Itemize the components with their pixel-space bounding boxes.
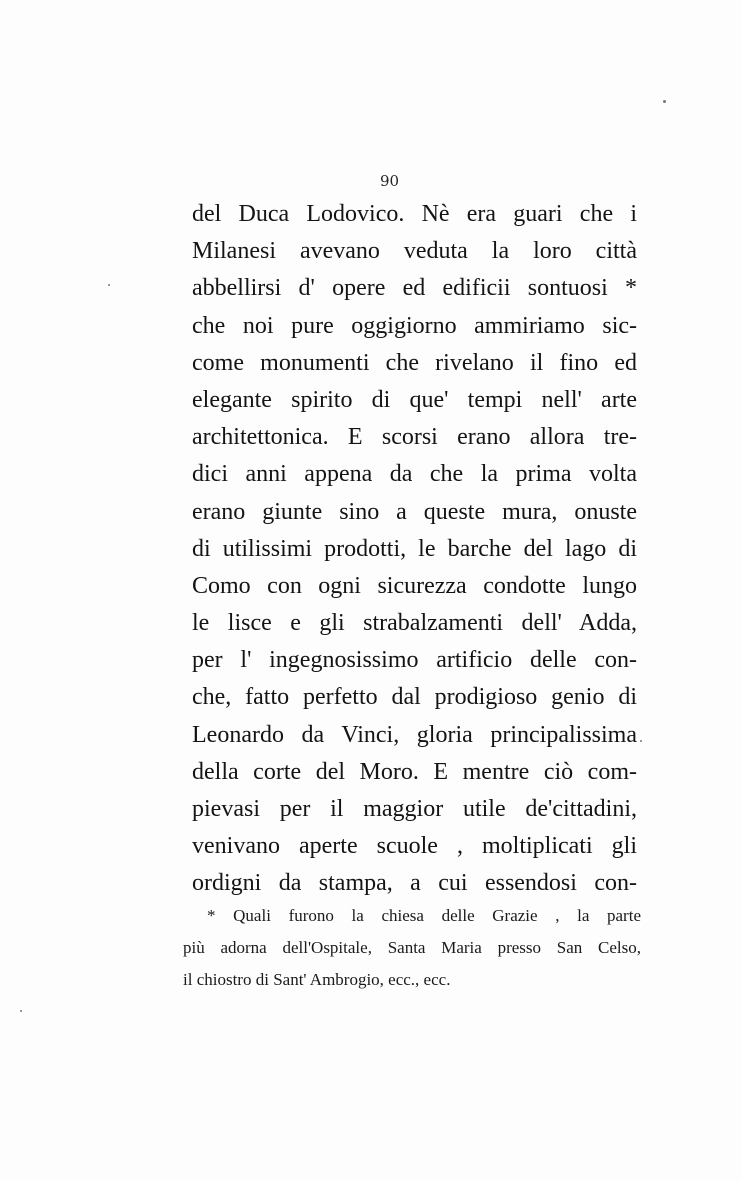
text-line: abbellirsi d' opere ed edificii sontuosi *: [192, 275, 637, 302]
text-line: venivano aperte scuole , moltiplicati gli: [192, 833, 637, 860]
scan-speck: [640, 740, 642, 742]
text-line: architettonica. E scorsi erano allora tre-: [192, 424, 637, 451]
text-line: del Duca Lodovico. Nè era guari che i: [192, 201, 637, 227]
body-text: [192, 196, 637, 903]
text-line: Como con ogni sicurezza condotte lungo: [192, 572, 637, 599]
text-line: dici anni appena da che la prima volta: [192, 461, 637, 488]
text-line: come monumenti che rivelano il fino ed: [192, 349, 637, 376]
scan-speck: [20, 1010, 22, 1012]
page-number: 90: [379, 172, 400, 190]
text-line: della corte del Moro. E mentre ciò com-: [192, 758, 637, 785]
scan-speck: [108, 284, 110, 286]
text-line: ordigni da stampa, a cui essendosi con-: [192, 870, 637, 897]
footnote-line: il chiostro di Sant' Ambrogio, ecc., ecc.: [183, 970, 451, 989]
footnote: [183, 900, 641, 996]
text-line: che noi pure oggigiorno ammiriamo sic-: [192, 312, 637, 339]
text-line: Leonardo da Vinci, gloria principalissima: [192, 721, 637, 748]
text-line: Milanesi avevano veduta la loro città: [192, 238, 637, 265]
text-line: pievasi per il maggior utile de'cittadini,: [192, 796, 637, 822]
footnote-line: * Quali furono la chiesa delle Grazie , la parte: [207, 906, 641, 925]
text-line: le lisce e gli strabalzamenti dell' Adda,: [192, 610, 637, 637]
text-line: per l' ingegnosissimo artificio delle con-: [192, 647, 637, 674]
scan-speck: [663, 100, 666, 103]
text-line: che, fatto perfetto dal prodigioso genio di: [192, 684, 637, 711]
text-line: erano giunte sino a queste mura, onuste: [192, 498, 637, 525]
text-line: elegante spirito di que' tempi nell' arte: [192, 386, 637, 413]
text-line: di utilissimi prodotti, le barche del lago di: [192, 535, 637, 562]
footnote-line: più adorna dell'Ospitale, Santa Maria presso San Celso,: [183, 938, 641, 957]
